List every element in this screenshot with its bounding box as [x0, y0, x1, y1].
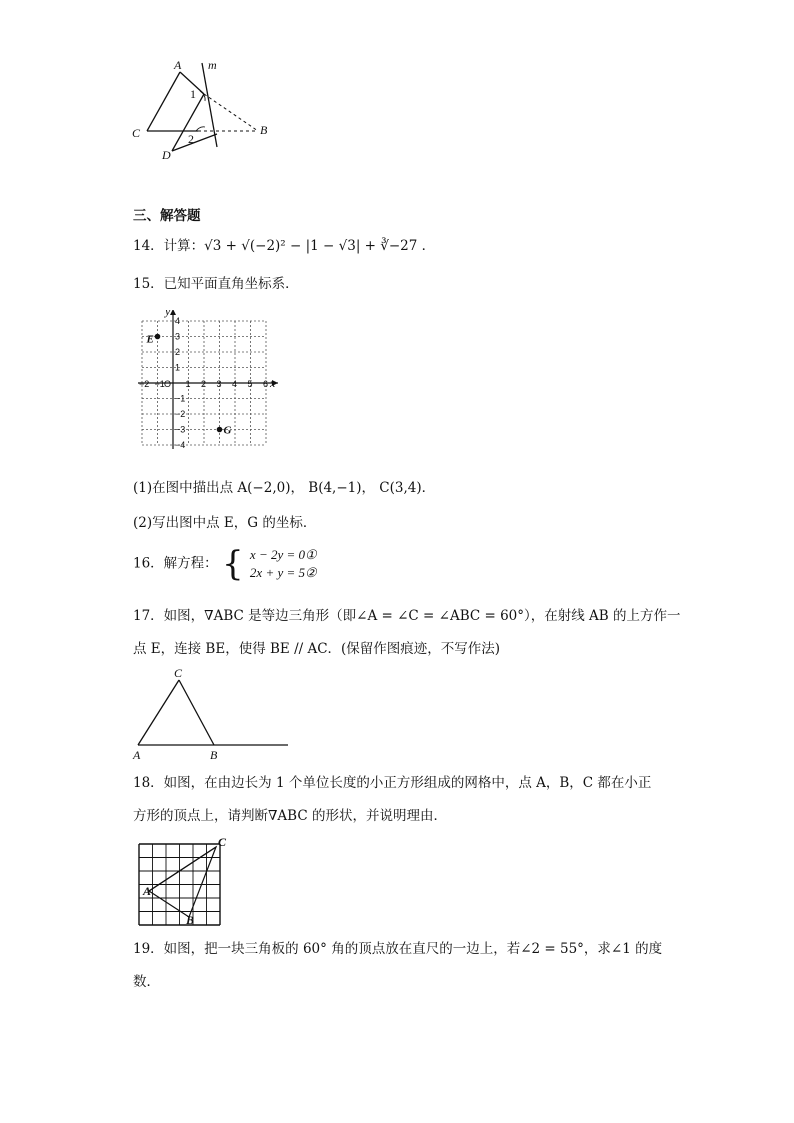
question-15-part-2: (2)写出图中点 E，G 的坐标．: [133, 515, 317, 531]
label-angle-2: 2: [188, 132, 194, 146]
x-tick-label: O: [164, 379, 172, 389]
y-tick-label: 1: [175, 362, 181, 373]
label-A: A: [133, 748, 141, 762]
question-19-line-2: 数．: [133, 974, 160, 990]
point-E: [155, 334, 161, 340]
question-18-line-2: 方形的顶点上，请判断∇ABC 的形状，并说明理由．: [133, 808, 447, 824]
x-tick-label: −1: [154, 379, 165, 389]
x-tick-label: 6: [263, 379, 269, 389]
question-14: 14．计算：√3 + √(−2)² − |1 − √3| + ∛−27 ．: [133, 238, 436, 254]
label-angle-1: 1: [190, 87, 196, 101]
figure-parallel-lines: [120, 55, 290, 170]
coordinate-grid: [138, 310, 288, 460]
point-label-E: E: [146, 333, 154, 346]
equation-brace: {: [221, 544, 244, 584]
question-17-line-1: 17．如图，∇ABC 是等边三角形（即∠A = ∠C = ∠ABC = 60°），在射线 AB 的上方作一: [133, 608, 681, 624]
label-B: B: [210, 748, 218, 762]
y-tick-label: −1: [175, 393, 186, 404]
question-15-part-1: (1)在图中描出点 A(−2,0)， B(4,−1)， C(3,4)．: [133, 480, 436, 496]
equation-1: x − 2y = 0①: [249, 547, 317, 562]
point-G: [217, 427, 223, 433]
label-C: C: [218, 835, 227, 849]
label-A: A: [174, 58, 182, 72]
y-tick-label: 4: [175, 316, 181, 326]
figure-grid-triangle: [134, 833, 234, 933]
label-m: m: [208, 58, 217, 72]
y-tick-label: −2: [175, 409, 186, 419]
label-C: C: [132, 126, 141, 140]
question-19-line-1: 19．如图，把一块三角板的 60° 角的顶点放在直尺的一边上，若∠2 = 55°，求∠1 的度: [133, 941, 663, 957]
label-A: A: [143, 884, 152, 898]
x-tick-label: 1: [185, 379, 191, 389]
x-tick-label: −2: [139, 379, 150, 389]
figure-equilateral-triangle: [128, 663, 298, 763]
y-tick-label: 2: [175, 347, 181, 357]
label-C: C: [174, 666, 183, 680]
question-16: [133, 546, 317, 582]
question-16-prefix: 16．解方程：: [133, 555, 218, 572]
label-B: B: [186, 913, 195, 927]
y-axis-label: y: [165, 310, 171, 318]
question-18-line-1: 18．如图，在由边长为 1 个单位长度的小正方形组成的网格中，点 A，B，C 都在小正: [133, 775, 652, 791]
y-tick-label: −4: [175, 440, 186, 450]
equation-2: 2x + y = 5②: [249, 565, 317, 580]
question-15: 15．已知平面直角坐标系．: [133, 276, 299, 292]
x-tick-label: 5: [247, 379, 253, 389]
point-label-G: G: [223, 424, 232, 437]
question-17-line-2: 点 E，连接 BE，使得 BE // AC．(保留作图痕迹，不写作法): [133, 641, 501, 657]
y-tick-label: −3: [175, 424, 186, 435]
label-D: D: [162, 148, 171, 162]
y-tick-label: 3: [175, 331, 181, 342]
section-heading: 三、解答题: [133, 208, 201, 224]
x-axis-label: x: [270, 376, 276, 390]
x-tick-label: 3: [216, 379, 222, 389]
y-axis-arrow: [170, 310, 176, 315]
x-tick-label: 2: [201, 379, 207, 389]
x-tick-label: 4: [232, 379, 238, 389]
label-B: B: [260, 123, 268, 137]
